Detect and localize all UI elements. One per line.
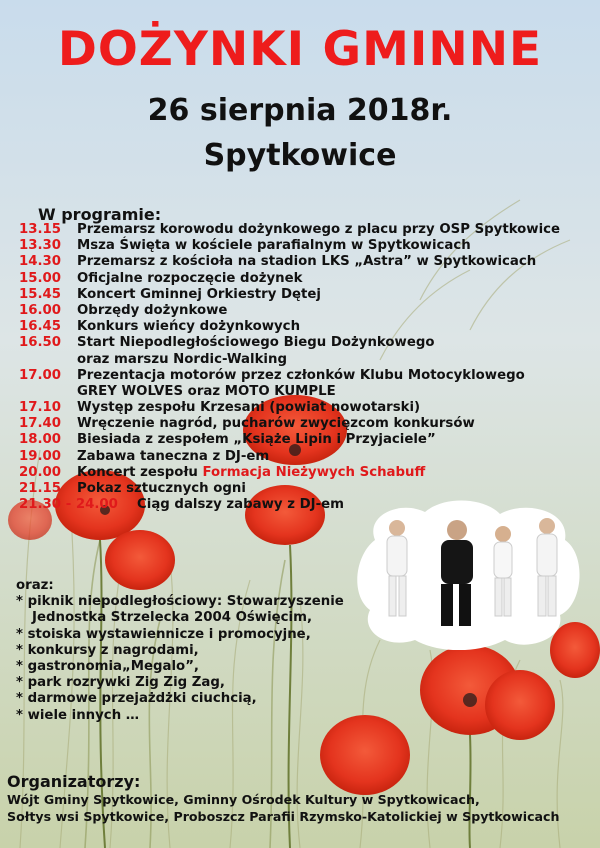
schedule-row (19, 238, 599, 254)
schedule-time: 17.40 (19, 416, 62, 432)
schedule-row (19, 335, 599, 351)
schedule-text: Zabawa taneczna z DJ-em (77, 448, 270, 464)
schedule-text: Pokaz sztucznych ogni (77, 481, 246, 496)
list-item: * stoiska wystawiennicze i promocyjne, (16, 626, 311, 642)
schedule-row (19, 384, 599, 400)
program-heading: W programie: (38, 205, 162, 224)
schedule-text: Przemarsz korowodu dożynkowego z placu przy OSP Spytkowice (77, 222, 561, 237)
schedule-text: Start Niepodległościowego Biegu Dożynkowego (77, 335, 435, 351)
extras-heading: oraz: (16, 578, 54, 593)
schedule-text: Prezentacja motorów przez członków Klubu Motocyklowego (77, 367, 525, 383)
schedule-text: Koncert Gminnej Orkiestry Dętej (77, 286, 321, 302)
schedule-text: GREY WOLVES oraz MOTO KUMPLE (77, 383, 336, 399)
schedule-time: 16.50 (19, 335, 62, 351)
schedule-text: Występ zespołu Krzesani (powiat nowotarski) (77, 400, 421, 416)
schedule-time: 19.00 (19, 448, 62, 464)
schedule-row (19, 287, 599, 303)
schedule-time: 14.30 (19, 254, 62, 270)
list-item: * park rozrywki Zig Zig Zag, (16, 675, 225, 691)
band-photo (355, 500, 583, 650)
schedule-time: 21.15 (19, 481, 62, 496)
schedule-text-main: Koncert zespołu (77, 464, 203, 480)
schedule-time: 16.45 (19, 319, 62, 335)
list-item: * wiele innych … (16, 707, 140, 723)
schedule-text (77, 465, 425, 481)
schedule-row (19, 449, 599, 465)
schedule-text: Biesiada z zespołem „Książe Lipin i Przyjaciele” (77, 432, 436, 448)
schedule-row (19, 481, 599, 497)
schedule-time: 18.00 (19, 432, 62, 448)
list-item: * darmowe przejażdżki ciuchcią, (16, 691, 257, 707)
schedule-text: oraz marszu Nordic-Walking (77, 351, 287, 367)
schedule-time: 13.15 (19, 222, 62, 237)
schedule-text: Obrzędy dożynkowe (77, 302, 228, 318)
organizers (7, 772, 559, 825)
schedule-text: Msza Święta w kościele parafialnym w Spytkowicach (77, 238, 471, 254)
schedule-text: Ciąg dalszy zabawy z DJ-em (137, 497, 344, 513)
schedule-time: 15.45 (19, 286, 62, 302)
list-item: Jednostka Strzelecka 2004 Oświęcim, (32, 610, 313, 626)
schedule-text: Przemarsz z kościoła na stadion LKS „Astra” w Spytkowicach (77, 254, 537, 270)
program-schedule (19, 222, 599, 513)
schedule-row (19, 400, 599, 416)
schedule-row (19, 368, 599, 384)
schedule-row (19, 465, 599, 481)
organizers-line: Sołtys wsi Spytkowice, Proboszcz Parafii Rzymsko-Katolickiej w Spytkowicach (7, 809, 560, 824)
event-place: Spytkowice (203, 138, 397, 173)
schedule-row (19, 432, 599, 448)
schedule-row (19, 222, 599, 238)
schedule-row (19, 303, 599, 319)
schedule-row (19, 416, 599, 432)
schedule-text: Wręczenie nagród, pucharów zwycięzcom konkursów (77, 416, 475, 432)
event-date: 26 sierpnia 2018r. (147, 93, 453, 128)
organizers-heading: Organizatorzy: (7, 772, 141, 791)
organizers-line: Wójt Gminy Spytkowice, Gminny Ośrodek Kultury w Spytkowicach, (7, 792, 480, 807)
schedule-row (19, 319, 599, 335)
list-item: * konkursy z nagrodami, (16, 642, 199, 658)
extras-list (16, 578, 344, 724)
schedule-time: 20.00 (19, 464, 62, 480)
schedule-time: 16.00 (19, 302, 62, 318)
schedule-row (19, 352, 599, 368)
list-item: * piknik niepodległościowy: Stowarzyszenie (16, 594, 344, 610)
page-title: DOŻYNKI GMINNE (57, 22, 543, 77)
schedule-time: 13.30 (19, 238, 62, 254)
schedule-time: 17.10 (19, 400, 62, 416)
band-name-highlight: Formacja Nieżywych Schabuff (202, 464, 426, 480)
schedule-text: Konkurs wieńcy dożynkowych (77, 319, 301, 335)
list-item: * gastronomia„Megalo”, (16, 659, 199, 675)
schedule-row (19, 271, 599, 287)
schedule-time: 21.30 - 24.00 (19, 497, 118, 513)
schedule-text: Oficjalne rozpoczęcie dożynek (77, 270, 303, 286)
schedule-time: 15.00 (19, 270, 62, 286)
schedule-time: 17.00 (19, 367, 62, 383)
schedule-row (19, 254, 599, 270)
